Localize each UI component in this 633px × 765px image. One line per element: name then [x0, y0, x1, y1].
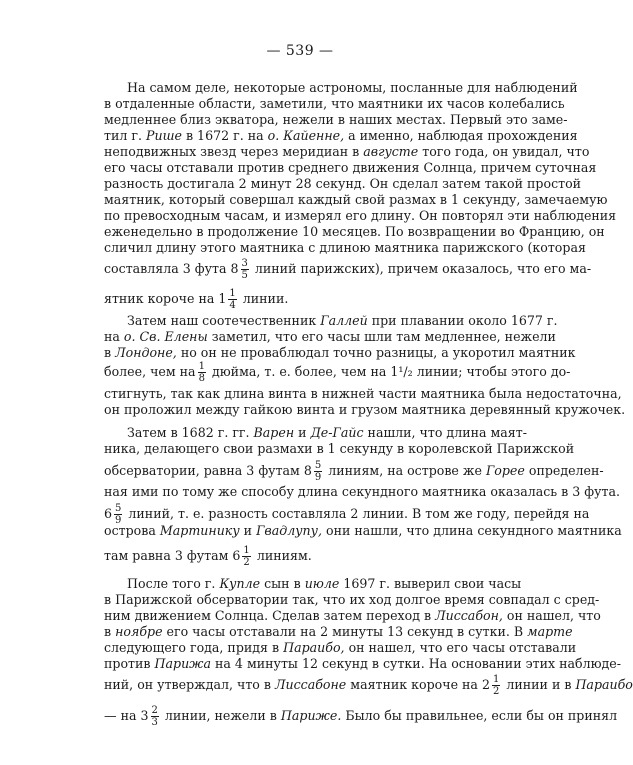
text-line: более, чем на $\frac{1}{8}$ дюйма, т. е. более, чем на 1¹/₂ линии; чтобы этого до- [104, 361, 571, 384]
text-line: разность достигала 2 минут 28 секунд. Он сделал затем такой простой [104, 176, 582, 191]
text-line: по превосходным часам, и измерял его длину. Он повторял эти наблюдения [104, 208, 617, 223]
text-line: сличил длину этого маятника с длиною маятника парижского (которая [104, 240, 586, 255]
fraction: $\frac{1}{4}$ [229, 288, 236, 311]
fraction: $\frac{3}{5}$ [241, 258, 248, 281]
text-line: в Парижской обсерватории так, что их ход долгое время совпадал с сред- [104, 592, 600, 607]
fraction: $\frac{2}{3}$ [151, 705, 158, 728]
text-line: он проложил между гайкою винта и грузом маятника деревянный кружочек. [104, 402, 626, 417]
text-line: острова Мартинику и Гвадлупу, они нашли, что длина секундного маятника [104, 523, 622, 538]
fraction: $\frac{1}{2}$ [243, 545, 250, 568]
text-line: ная ими по тому же способу длина секундного маятника оказалась в 3 фута. [104, 484, 621, 499]
text-line: против Парижа на 4 минуты 12 секунд в сутки. На основании этих наблюде- [104, 656, 622, 671]
text-line: тил г. Рише в 1672 г. на о. Кайенне, а именно, наблюдая прохождения [104, 128, 578, 143]
text-line: в Лондоне, но он не проваблюдал точно разницы, а укоротил маятник [104, 345, 576, 360]
text-line: медленнее близ экватора, нежели в наших местах. Первый это заме- [104, 112, 568, 127]
page-number: — 539 — [266, 43, 334, 59]
text-line: его часы отставали против среднего движения Солнца, причем суточная [104, 160, 597, 175]
text-line: следующего года, придя в Параибо, он нашел, что его часы отставали [104, 640, 577, 655]
text-line: ний, он утверждал, что в Лиссабоне маятник короче на 2 $\frac{1}{2}$ линии и в Параибо [104, 674, 633, 697]
text-line: ятник короче на 1 $\frac{1}{4}$ линии. [104, 288, 289, 311]
text-line: После того г. Купле сын в июле 1697 г. выверил свои часы [127, 576, 522, 591]
text-line: там равна 3 футам 6 $\frac{1}{2}$ линиям. [104, 545, 312, 568]
text-line: еженедельно в продолжение 10 месяцев. По возвращении во Францию, он [104, 224, 605, 239]
text-line: маятник, который совершал каждый свой размах в 1 секунду, замечаемую [104, 192, 608, 207]
fraction: $\frac{5}{9}$ [314, 460, 322, 483]
text-line: на о. Св. Елены заметил, что его часы шли там медленнее, нежели [104, 329, 556, 344]
text-line: в отдаленные области, заметили, что маятники их часов колебались [104, 96, 565, 111]
text-line: На самом деле, некоторые астрономы, посланные для наблюдений [127, 80, 578, 95]
text-line: составляла 3 фута 8 $\frac{3}{5}$ линий парижских), причем оказалось, что его ма- [104, 258, 592, 281]
text-line: обсерватории, равна 3 футам 8 $\frac{5}{9}$ линиям, на острове же Горее определен- [104, 460, 604, 483]
text-line: — на 3 $\frac{2}{3}$ линии, нежели в Париже. Было бы правильнее, если бы он принял [104, 705, 618, 728]
text-line: Затем наш соотечественник Галлей при плавании около 1677 г. [127, 313, 558, 328]
text-line: стигнуть, так как длина винта в нижней части маятника была недостаточна, [104, 386, 622, 401]
text-line: 6 $\frac{5}{9}$ линий, т. е. разность составляла 2 линии. В том же году, перейдя на [104, 503, 590, 526]
text-line: в ноябре его часы отставали на 2 минуты 13 секунд в сутки. В марте [104, 624, 573, 639]
text-line: неподвижных звезд через меридиан в августе того года, он увидал, что [104, 144, 590, 159]
fraction: $\frac{1}{8}$ [198, 361, 205, 384]
text-line: ним движением Солнца. Сделав затем переход в Лиссабон, он нашел, что [104, 608, 601, 623]
text-line: ника, делающего свои размахи в 1 секунду в королевской Парижской [104, 441, 575, 456]
text-line: Затем в 1682 г. гг. Варен и Де-Гайс нашли, что длина маят- [127, 425, 527, 440]
fraction: $\frac{5}{9}$ [115, 503, 122, 526]
fraction: $\frac{1}{2}$ [492, 674, 500, 697]
